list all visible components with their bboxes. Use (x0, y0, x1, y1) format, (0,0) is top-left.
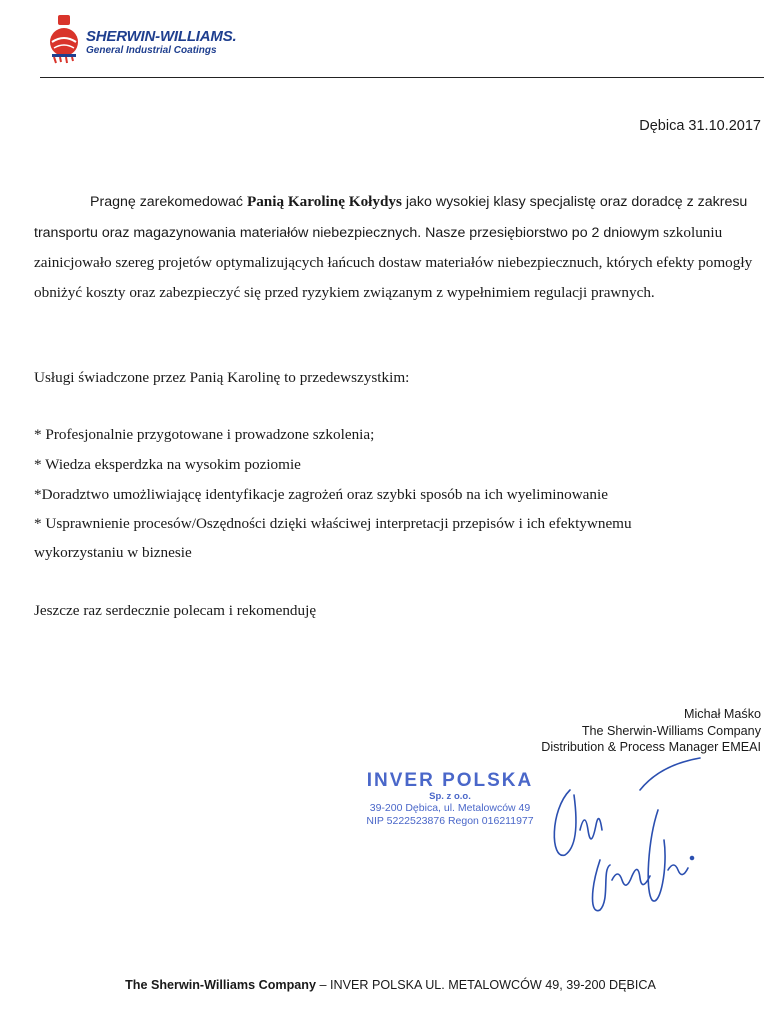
company-stamp (345, 770, 555, 828)
stamp-tax-ids: NIP 5222523876 Regon 016211977 (366, 815, 534, 827)
brand-name: SHERWIN-WILLIAMS. (86, 28, 237, 45)
service-item: *Doradztwo umożliwiającę identyfikacje zagrożeń oraz szybki sposób na ich wyeliminowanie (34, 486, 608, 503)
company-logo (48, 14, 248, 66)
recommendation-paragraph (34, 187, 756, 307)
service-item-continuation: wykorzystaniu w biznesie (34, 544, 192, 561)
signer-block (541, 706, 761, 756)
footer-address: – INVER POLSKA UL. METALOWCÓW 49, 39-200 DĘBICA (316, 978, 656, 992)
stamp-legal-form: Sp. z o.o. (429, 791, 471, 802)
footer-company: The Sherwin-Williams Company (125, 978, 316, 992)
closing-line: Jeszcze raz serdecznie polecam i rekomenduję (34, 602, 317, 619)
service-item: * Wiedza eksperdzka na wysokim poziomie (34, 456, 301, 473)
signer-company: The Sherwin-Williams Company (581, 723, 761, 738)
service-item: * Usprawnienie procesów/Oszędności dzięki właściwej interpretacji przepisów i ich efektywnemu (34, 515, 632, 532)
paragraph-body-serif: szkoluniu zainicjowało szereg projetów optymalizujących łańcuch dostaw materiałów niebezpiecznuch, których efekty pomogły obniżyć koszty oraz zabezpieczyć się przed ryzykiem związanym z wypełnimiem regulacji prawnych. (34, 223, 753, 301)
paragraph-intro: Pragnę zarekomedować (90, 194, 247, 210)
recommended-person: Panią Karolinę Kołydys (246, 193, 402, 210)
letter-date: Dębica 31.10.2017 (639, 118, 761, 134)
brand-subtitle: General Industrial Coatings (86, 45, 217, 56)
paint-can-globe-icon (48, 14, 82, 64)
header-divider (40, 77, 764, 78)
signer-title: Distribution & Process Manager EMEAI (541, 740, 761, 754)
services-intro: Usługi świadczone przez Panią Karolinę to przedewszystkim: (34, 369, 410, 386)
signer-name: Michał Maśko (684, 707, 761, 721)
handwritten-signature (540, 750, 730, 940)
page-footer (0, 978, 781, 992)
paragraph-body-sans: jako wysokiej klasy specjalistę oraz doradcę z zakresu transportu oraz magazynowania materiałów niebezpiecznych. Nasze przesiębiorstwo po 2 dniowym (34, 194, 748, 241)
service-item: * Profesjonalnie przygotowane i prowadzone szkolenia; (34, 426, 375, 443)
stamp-name: INVER POLSKA (366, 770, 534, 791)
stamp-address: 39-200 Dębica, ul. Metalowców 49 (369, 802, 531, 814)
